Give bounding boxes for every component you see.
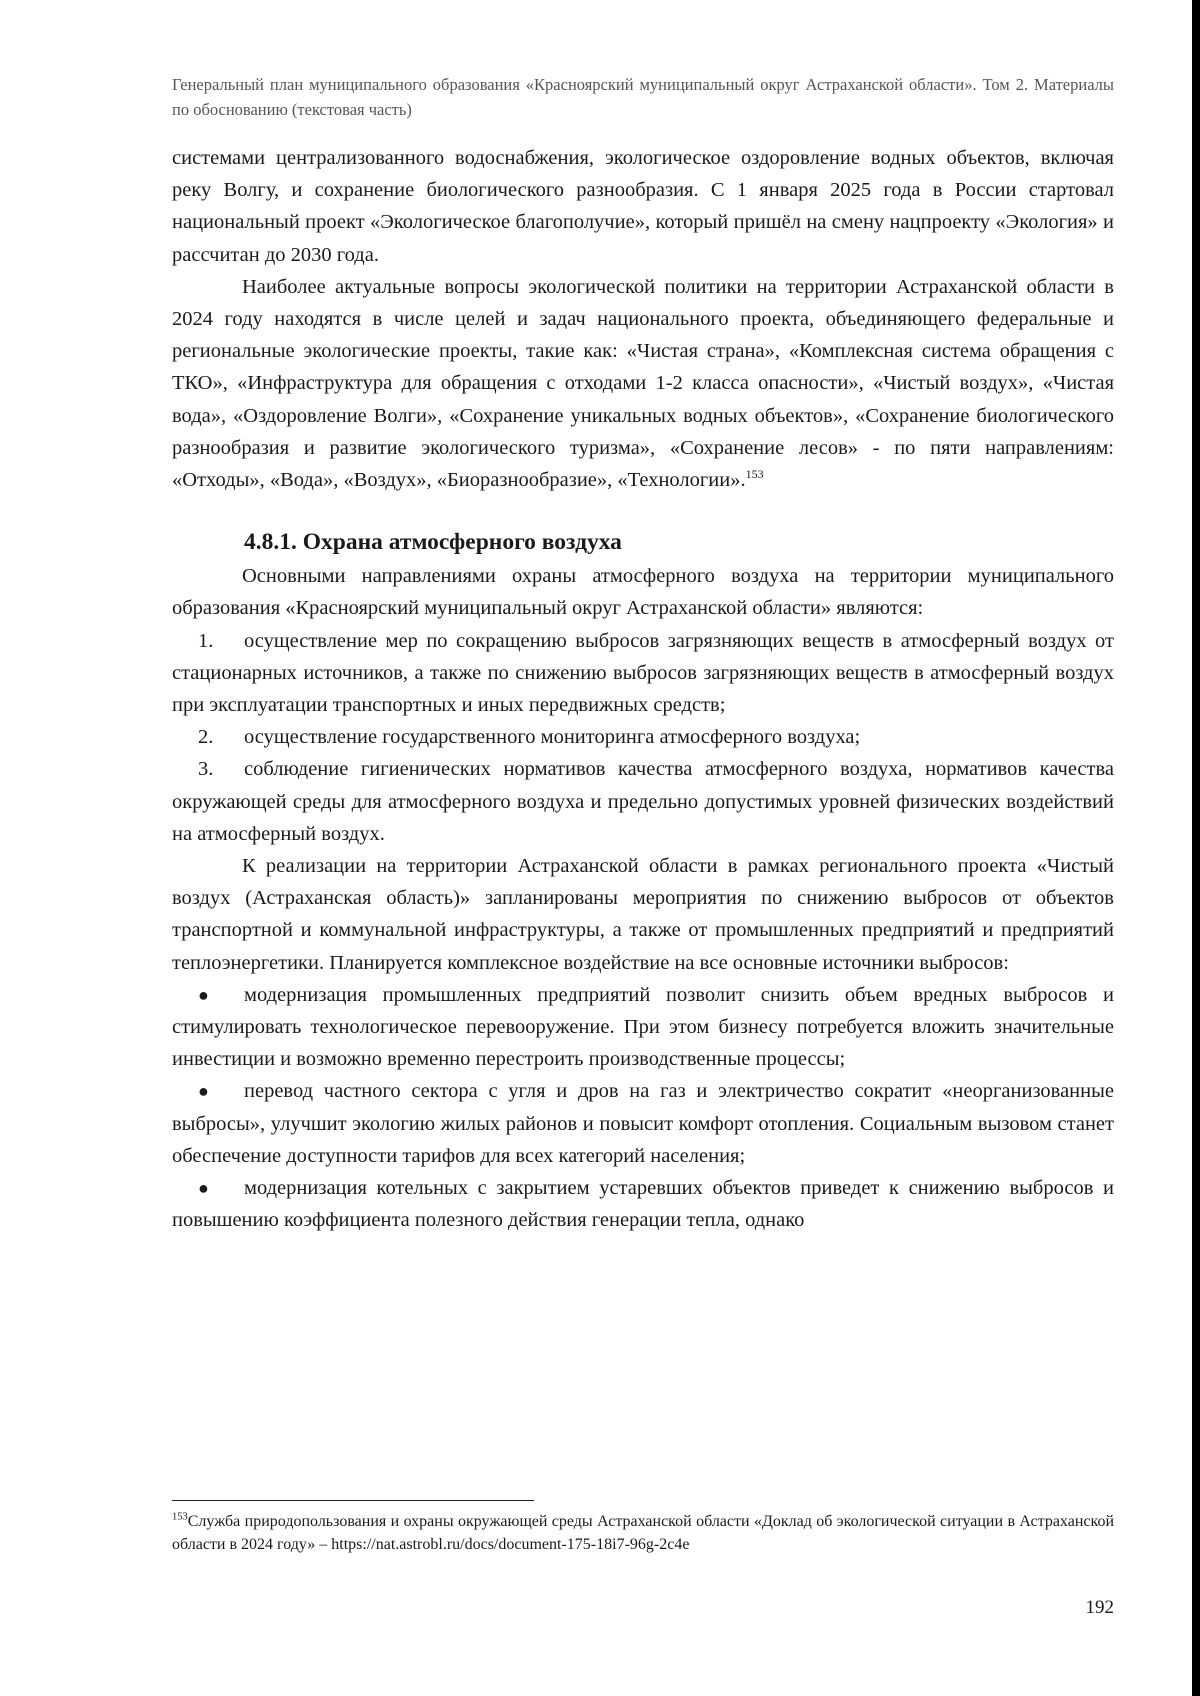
list-item xyxy=(172,721,1114,753)
page-body xyxy=(172,142,1114,1237)
list-item-text: соблюдение гигиенических нормативов качества атмосферного воздуха, нормативов качества окружающей среды для атмосферного воздуха и предельно допустимых уровней физических воздействий на атмосферный воздух. xyxy=(172,758,1114,845)
list-item-text: осуществление государственного мониторинга атмосферного воздуха; xyxy=(244,726,861,749)
footnote-number: 153 xyxy=(172,1511,188,1523)
page-edge-border xyxy=(1192,0,1200,1696)
bullet-icon: ● xyxy=(198,1178,209,1199)
paragraph-eco-policy xyxy=(172,271,1114,496)
section-heading: 4.8.1. Охрана атмосферного воздуха xyxy=(244,529,622,556)
footnote-text[interactable]: Служба природопользования и охраны окружающей среды Астраханской области «Доклад об экологической ситуации в Астраханской области в 2024 году» – https://nat.astrobl.ru/docs/document-175-18i7-96g-2c4e xyxy=(172,1513,1114,1553)
list-item-text: перевод частного сектора с угля и дров на газ и электричество сократит «неорганизованные выбросы», улучшит экологию жилых районов и повысит комфорт отопления. Социальным вызовом станет обеспечение доступности тарифов для всех категорий населения; xyxy=(172,1080,1114,1167)
list-item-text: модернизация промышленных предприятий позволит снизить объем вредных выбросов и стимулировать технологическое перевооружение. При этом бизнесу потребуется вложить значительные инвестиции и возможно временно перестроить производственные процессы; xyxy=(172,983,1114,1071)
footnote-ref-153[interactable]: 153 xyxy=(745,467,764,482)
list-number: 2. xyxy=(198,726,214,749)
bullet-icon: ● xyxy=(198,984,209,1005)
list-number: 3. xyxy=(198,758,214,781)
footnote-separator xyxy=(172,1500,534,1501)
list-item xyxy=(172,1172,1114,1236)
list-item xyxy=(172,979,1114,1076)
paragraph-eco-policy-text: Наиболее актуальные вопросы экологической политики на территории Астраханской области в 2024 году находятся в числе целей и задач национального проекта, объединяющего федеральные и региональные экологические проекты, такие как: «Чистая страна», «Комплексная система обращения с ТКО», «Инфраструктура для обращения с отходами 1-2 класса опасности», «Чистый воздух», «Чистая вода», «Оздоровление Волги», «Сохранение уникальных водных объектов», «Сохранение биологического разнообразия и развитие экологического туризма», «Сохранение лесов» - по пяти направлениям: «Отходы», «Вода», «Воздух», «Биоразнообразие», «Технологии». xyxy=(172,275,1114,492)
bullet-icon: ● xyxy=(198,1081,209,1102)
running-header: Генеральный план муниципального образования «Красноярский муниципальный округ Астраханской области». Том 2. Материалы по обоснованию (текстовая часть) xyxy=(172,75,1114,119)
paragraph-regional-project: К реализации на территории Астраханской области в рамках регионального проекта «Чистый воздух (Астраханская область)» запланированы мероприятия по снижению выбросов от объектов транспортной и коммунальной инфраструктуры, а также от промышленных предприятий и предприятий теплоэнергетики. Планируется комплексное воздействие на все основные источники выбросов: xyxy=(172,855,1114,974)
page-number: 192 xyxy=(1085,1597,1114,1618)
paragraph-continuation: системами централизованного водоснабжения, экологическое оздоровление водных объектов, включая реку Волгу, и сохранение биологического разнообразия. С 1 января 2025 года в России стартовал национальный проект «Экологическое благополучие», который пришёл на смену нацпроекту «Экология» и рассчитан до 2030 года. xyxy=(172,147,1114,266)
footnote xyxy=(172,1511,1114,1556)
list-item xyxy=(172,625,1114,722)
list-item-text: модернизация котельных с закрытием устаревших объектов приведет к снижению выбросов и повышению коэффициента полезного действия генерации тепла, однако xyxy=(172,1177,1114,1232)
list-item xyxy=(172,753,1114,850)
section-intro: Основными направлениями охраны атмосферного воздуха на территории муниципального образования «Красноярский муниципальный округ Астраханской области» являются: xyxy=(172,565,1114,620)
list-number: 1. xyxy=(198,629,214,652)
bullet-list xyxy=(172,979,1114,1237)
numbered-list xyxy=(172,625,1114,850)
list-item-text: осуществление мер по сокращению выбросов загрязняющих веществ в атмосферный воздух от стационарных источников, а также по снижению выбросов загрязняющих веществ в атмосферный воздух при эксплуатации транспортных и иных передвижных средств; xyxy=(172,629,1114,717)
list-item xyxy=(172,1075,1114,1172)
